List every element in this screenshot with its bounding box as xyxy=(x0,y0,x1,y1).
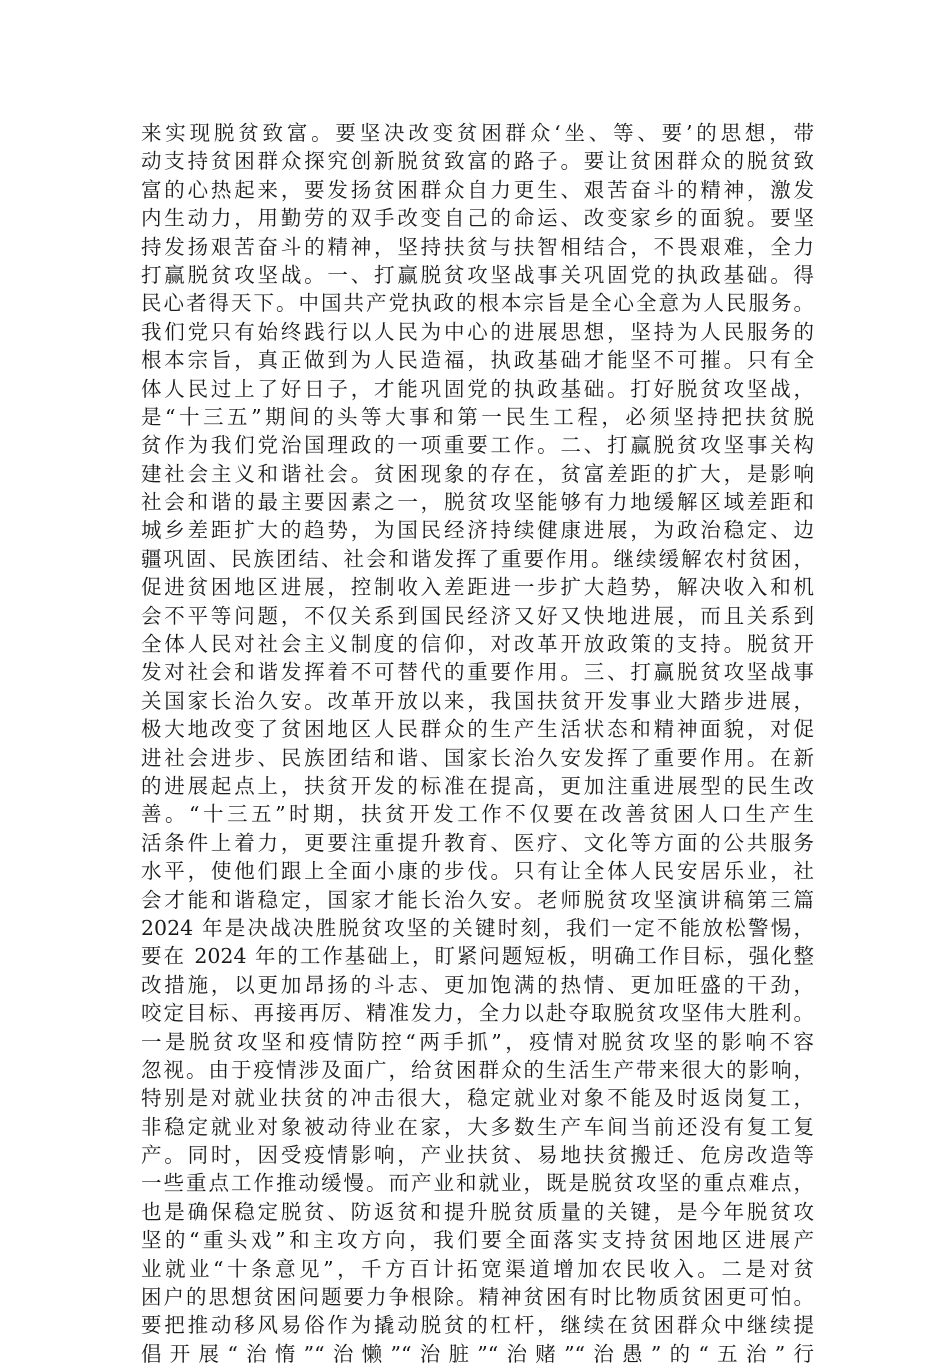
text-line: 的进展起点上，扶贫开发的标准在提高，更加注重进展型的民生改 xyxy=(141,773,814,798)
text-line: 水平，使他们跟上全面小康的步伐。只有让全体人民安居乐业，社 xyxy=(141,859,814,884)
text-line: 一是脱贫攻坚和疫情防控“两手抓”，疫情对脱贫攻坚的影响不容 xyxy=(141,1029,814,1054)
body-text xyxy=(141,119,841,1368)
text-line: 社会和谐的最主要因素之一，脱贫攻坚能够有力地缓解区域差距和 xyxy=(141,490,814,515)
text-line: 我们党只有始终践行以人民为中心的进展思想，坚持为人民服务的 xyxy=(141,319,814,344)
text-line: 极大地改变了贫困地区人民群众的生产生活状态和精神面貌，对促 xyxy=(141,717,814,742)
text-line: 体人民过上了好日子，才能巩固党的执政基础。打好脱贫攻坚战， xyxy=(141,376,814,401)
text-line: 要在 2024 年的工作基础上，盯紧问题短板，明确工作目标，强化整 xyxy=(141,944,814,969)
text-line: 持发扬艰苦奋斗的精神，坚持扶贫与扶智相结合，不畏艰难，全力 xyxy=(141,234,814,259)
text-line: 倡开展“治惰”“治懒”“治脏”“治赌”“治愚”的“五治”行 xyxy=(141,1341,814,1366)
text-line: 一些重点工作推动缓慢。而产业和就业，既是脱贫攻坚的重点难点， xyxy=(141,1171,814,1196)
text-line: 贫作为我们党治国理政的一项重要工作。二、打赢脱贫攻坚事关构 xyxy=(141,433,814,458)
text-line: 产。同时，因受疫情影响，产业扶贫、易地扶贫搬迁、危房改造等 xyxy=(141,1143,814,1168)
text-line: 内生动力，用勤劳的双手改变自己的命运、改变家乡的面貌。要坚 xyxy=(141,206,814,231)
text-line: 动支持贫困群众探究创新脱贫致富的路子。要让贫困群众的脱贫致 xyxy=(141,149,814,174)
text-line: 疆巩固、民族团结、社会和谐发挥了重要作用。继续缓解农村贫困， xyxy=(141,546,814,571)
text-line: 打赢脱贫攻坚战。一、打赢脱贫攻坚战事关巩固党的执政基础。得 xyxy=(141,262,814,287)
text-line: 会才能和谐稳定，国家才能长治久安。老师脱贫攻坚演讲稿第三篇 xyxy=(141,887,814,912)
text-line: 民心者得天下。中国共产党执政的根本宗旨是全心全意为人民服务。 xyxy=(141,291,814,316)
text-line: 进社会进步、民族团结和谐、国家长治久安发挥了重要作用。在新 xyxy=(141,745,814,770)
text-line: 困户的思想贫困问题要力争根除。精神贫困有时比物质贫困更可怕。 xyxy=(141,1285,814,1310)
text-line: 关国家长治久安。改革开放以来，我国扶贫开发事业大踏步进展， xyxy=(141,688,814,713)
text-line: 是“十三五”期间的头等大事和第一民生工程，必须坚持把扶贫脱 xyxy=(141,404,814,429)
text-line: 活条件上着力，更要注重提升教育、医疗、文化等方面的公共服务 xyxy=(141,830,814,855)
text-line: 城乡差距扩大的趋势，为国民经济持续健康进展，为政治稳定、边 xyxy=(141,518,814,543)
text-line: 咬定目标、再接再厉、精准发力，全力以赴夺取脱贫攻坚伟大胜利。 xyxy=(141,1001,814,1026)
text-line: 要把推动移风易俗作为撬动脱贫的杠杆，继续在贫困群众中继续提 xyxy=(141,1313,814,1338)
text-line: 2024 年是决战决胜脱贫攻坚的关键时刻，我们一定不能放松警惕， xyxy=(141,915,814,940)
text-line: 会不平等问题，不仅关系到国民经济又好又快地进展，而且关系到 xyxy=(141,603,814,628)
text-line: 非稳定就业对象被动待业在家，大多数生产车间当前还没有复工复 xyxy=(141,1114,814,1139)
text-line: 特别是对就业扶贫的冲击很大，稳定就业对象不能及时返岗复工， xyxy=(141,1086,814,1111)
text-line: 发对社会和谐发挥着不可替代的重要作用。三、打赢脱贫攻坚战事 xyxy=(141,660,814,685)
text-line: 根本宗旨，真正做到为人民造福，执政基础才能坚不可摧。只有全 xyxy=(141,348,814,373)
text-line: 促进贫困地区进展，控制收入差距进一步扩大趋势，解决收入和机 xyxy=(141,575,814,600)
text-line: 业就业“十条意见”，千方百计拓宽渠道增加农民收入。二是对贫 xyxy=(141,1256,814,1281)
text-line: 建社会主义和谐社会。贫困现象的存在，贫富差距的扩大，是影响 xyxy=(141,461,814,486)
text-line: 忽视。由于疫情涉及面广，给贫困群众的生活生产带来很大的影响， xyxy=(141,1057,814,1082)
text-line: 改措施，以更加昂扬的斗志、更加饱满的热情、更加旺盛的干劲， xyxy=(141,972,814,997)
text-line: 善。“十三五”时期，扶贫开发工作不仅要在改善贫困人口生产生 xyxy=(141,802,814,827)
text-line: 富的心热起来，要发扬贫困群众自力更生、艰苦奋斗的精神，激发 xyxy=(141,177,814,202)
text-line: 也是确保稳定脱贫、防返贫和提升脱贫质量的关键，是今年脱贫攻 xyxy=(141,1199,814,1224)
text-line: 坚的“重头戏”和主攻方向，我们要全面落实支持贫困地区进展产 xyxy=(141,1228,814,1253)
text-line: 来实现脱贫致富。要坚决改变贫困群众‘坐、等、要’的思想，带 xyxy=(141,121,814,145)
text-line: 全体人民对社会主义制度的信仰，对改革开放政策的支持。脱贫开 xyxy=(141,632,814,657)
